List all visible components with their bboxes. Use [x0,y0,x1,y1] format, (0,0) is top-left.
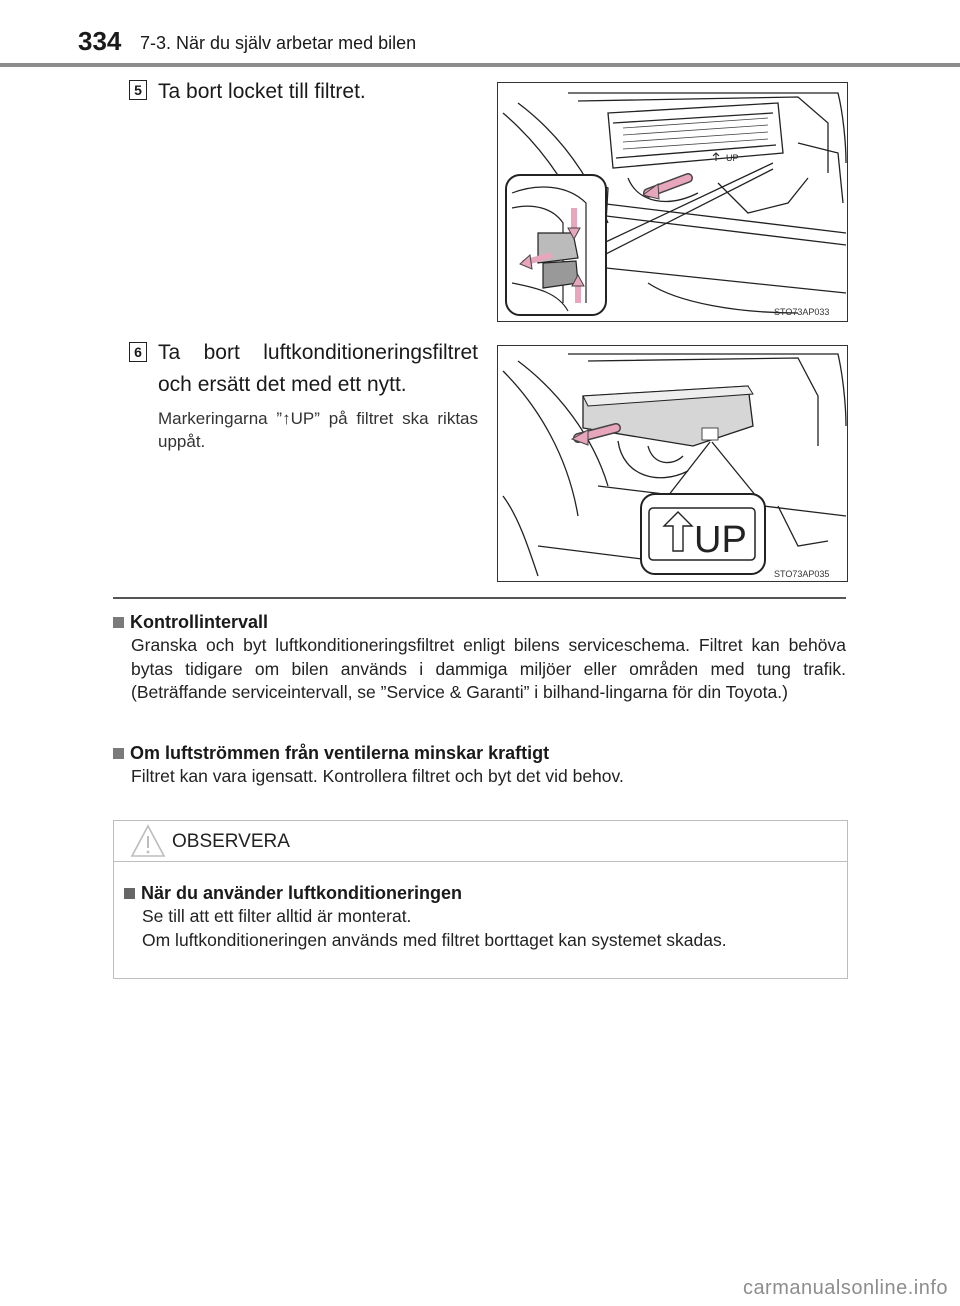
figure-code-035: STO73AP035 [774,569,830,579]
figure-remove-cover [497,82,848,322]
filter-replacement-illustration [498,346,847,581]
up-label-text: UP [694,519,747,561]
warning-heading [124,881,839,905]
square-bullet-icon [124,888,135,899]
square-bullet-icon [113,748,124,759]
info-body: Granska och byt luftkonditioneringsfiltret enligt bilens serviceschema. Filtret kan behöva bytas tidigare om bilen används i dammiga miljöer eller områden med tung trafik. (Beträffande serviceintervall, se ”Service & Garanti” i bilhand-lingarna för din Toyota.) [131,635,846,702]
warning-heading-text: När du använder luftkonditioneringen [141,883,463,903]
header-rule [0,63,960,67]
square-bullet-icon [113,617,124,628]
info-heading [113,741,846,765]
warning-line-2: Om luftkonditioneringen används med filtret borttaget kan systemet skadas. [142,929,727,950]
warning-triangle-icon [130,823,166,859]
watermark: carmanualsonline.info [742,1277,948,1299]
info-luftstrom [113,741,846,789]
info-kontrollintervall [113,610,846,705]
section-divider [113,597,846,599]
info-heading-text: Kontrollintervall [130,612,269,632]
step-6-text: Ta bort luftkonditioneringsfiltret och ersätt det med ett nytt. [158,341,478,396]
step-5-text: Ta bort locket till filtret. [158,80,366,103]
info-heading [113,610,846,634]
warning-header [114,821,847,862]
warning-line-1: Se till att ett filter alltid är monterat. [142,906,412,926]
step-6-note: Markeringarna ”↑UP” på filtret ska riktas uppåt. [158,409,478,451]
figure-code-033: STO73AP033 [774,307,830,317]
cover-removal-illustration [498,83,847,321]
up-arrow-icon [713,153,719,161]
filter-up-label: UP [726,153,739,163]
warning-box [113,820,848,979]
page-number: 334 [78,26,122,56]
step-badge-6: 6 [129,342,147,362]
info-heading-text: Om luftströmmen från ventilerna minskar kraftigt [130,743,550,763]
info-body: Filtret kan vara igensatt. Kontrollera filtret och byt det vid behov. [131,766,624,786]
section-title: 7-3. När du själv arbetar med bilen [140,33,417,53]
warning-title: OBSERVERA [172,831,290,852]
step-badge-5: 5 [129,80,147,100]
warning-content [124,881,839,952]
figure-replace-filter [497,345,848,582]
